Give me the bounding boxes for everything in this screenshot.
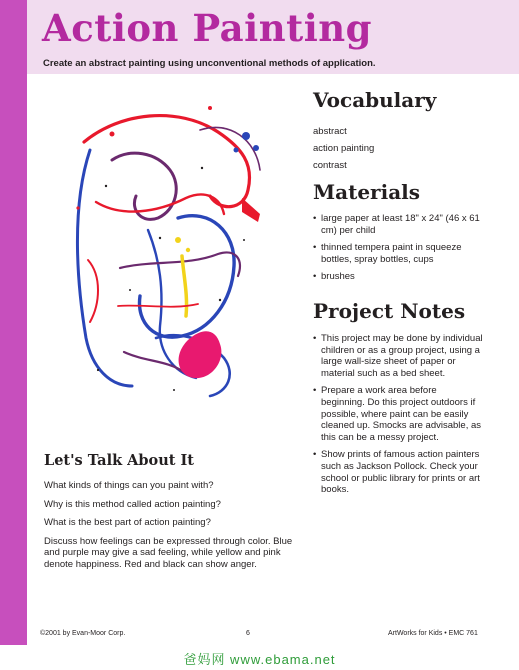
project-notes-item: • Show prints of famous action painters such as Jackson Pollock. Check your school or public library for prints or art books. [313,449,483,495]
page-subtitle: Create an abstract painting using unconventional methods of application. [43,58,376,69]
materials-item: • thinned tempera paint in squeeze bottles, spray bottles, cups [313,242,483,265]
action-painting-image [60,90,300,430]
page-title: Action Painting [42,6,373,50]
discussion-questions [44,480,294,577]
project-notes-heading: Project Notes [313,299,466,323]
talk-about-it-heading: Let's Talk About It [44,452,194,469]
materials-item: • large paper at least 18" x 24" (46 x 61 cm) per child [313,213,483,236]
materials-item: • brushes [313,271,483,283]
footer-page-number: 6 [246,630,250,637]
project-notes-list [313,333,483,502]
vocabulary-heading: Vocabulary [313,88,437,112]
left-color-strip [0,0,27,645]
materials-heading: Materials [313,180,421,204]
discussion-question: What kinds of things can you paint with? [44,480,214,491]
project-notes-item: • This project may be done by individual children or as a group project, using a large wall-size sheet of paper or material such as a bed sheet. [313,333,483,379]
vocabulary-item: contrast [313,160,347,171]
footer-copyright: ©2001 by Evan-Moor Corp. [40,630,126,637]
materials-list [313,213,483,289]
discussion-question: Discuss how feelings can be expressed through color. Blue and purple may give a sad feeling, while yellow and pink denote happiness. Red and black can show anger. [44,535,293,570]
watermark: 爸妈网 www.ebama.net [183,652,336,667]
footer-credit: ArtWorks for Kids • EMC 761 [388,630,478,637]
vocabulary-item: action painting [313,143,375,154]
vocabulary-list [313,123,374,174]
discussion-question: Why is this method called action painting? [44,498,221,510]
vocabulary-item: abstract [313,126,347,137]
discussion-question: What is the best part of action painting? [44,517,211,528]
project-notes-item: • Prepare a work area before beginning. Do this project outdoors if possible, where paint can be easily cleaned up. Smocks are advisable, as this can be a messy project. [313,385,483,443]
